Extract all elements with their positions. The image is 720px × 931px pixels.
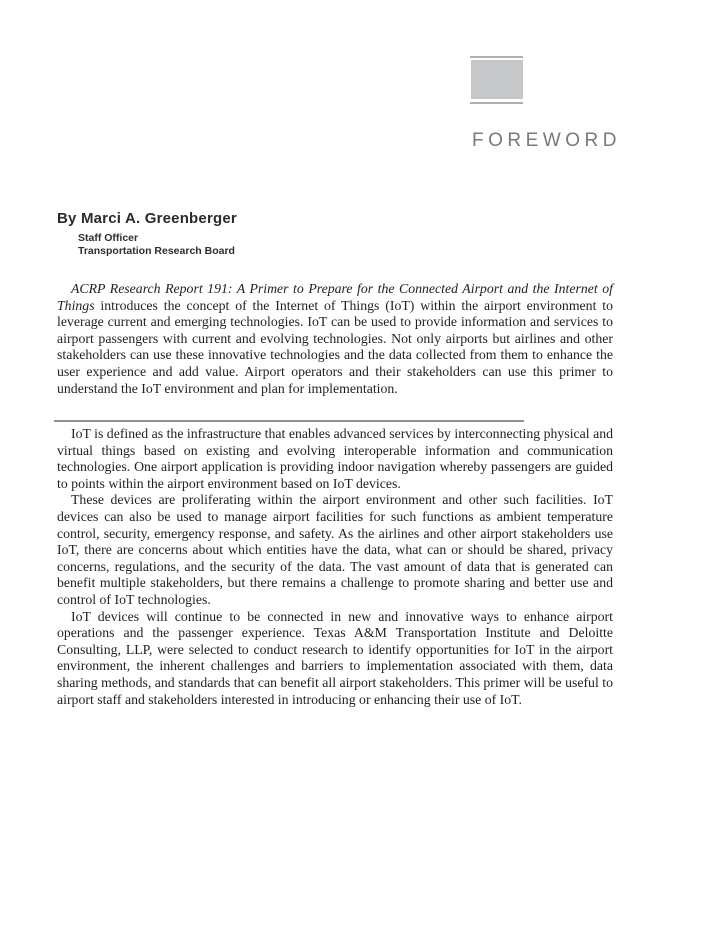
body-paragraph-3: IoT devices will continue to be connected in new and innovative ways to enhance airport operations and the passenger experience. Texas A&M Transportation Institute and Deloitte Consulting, LLP, were selected to conduct research to identify opportunities for IoT in the airport environment, the inherent challenges and barriers to implementation associated with them, data sharing methods, and standards that can benefit all airport stakeholders. This primer will be useful to airport staff and stakeholders interested in introducing or enhancing their use of IoT.	[57, 608, 613, 707]
intro-paragraph	[57, 281, 613, 397]
body-text	[57, 426, 613, 708]
section-divider	[54, 420, 524, 422]
byline-role: Staff Officer	[78, 232, 139, 244]
masthead-square	[471, 60, 523, 99]
intro-text: introduces the concept of the Internet of Things (IoT) within the airport environment to leverage current and emerging technologies. IoT can be used to provide information and services to airport passengers with current and evolving technologies. Not only airports but airlines and other stakeholders can use these innovative technologies and the data collected from them to enhance the user experience and add value. Airport operators and their stakeholders can use this primer to understand the IoT environment and plan for implementation.	[57, 297, 613, 396]
byline	[57, 210, 237, 258]
masthead-rule-bottom	[470, 102, 523, 104]
byline-details	[78, 232, 237, 258]
body-paragraph-2: These devices are proliferating within the airport environment and other such facilities. IoT devices can also be used to manage airport facilities for such functions as ambient temperature control, security, emergency response, and safety. As the airlines and other airport stakeholders use IoT, there are concerns about which entities have the data, what can or should be shared, privacy concerns, regulations, and the security of the data. The vast amount of data that is generated can benefit multiple stakeholders, but there remains a challenge to promote sharing and better use and control of IoT technologies.	[57, 492, 613, 607]
report-title-italic: ACRP Research Report 191: A Primer to Prepare for the Connected Airport and the Internet of Things	[57, 281, 613, 313]
masthead-rule-top	[470, 56, 523, 58]
byline-organization: Transportation Research Board	[78, 245, 235, 257]
body-paragraph-1: IoT is defined as the infrastructure that enables advanced services by interconnecting physical and virtual things based on existing and evolving interoperable information and communication technologies. One airport application is providing indoor navigation whereby passengers are guided to points within the airport environment based on IoT devices.	[57, 426, 613, 491]
page-title: FOREWORD	[472, 130, 621, 151]
byline-author: By Marci A. Greenberger	[57, 210, 237, 227]
